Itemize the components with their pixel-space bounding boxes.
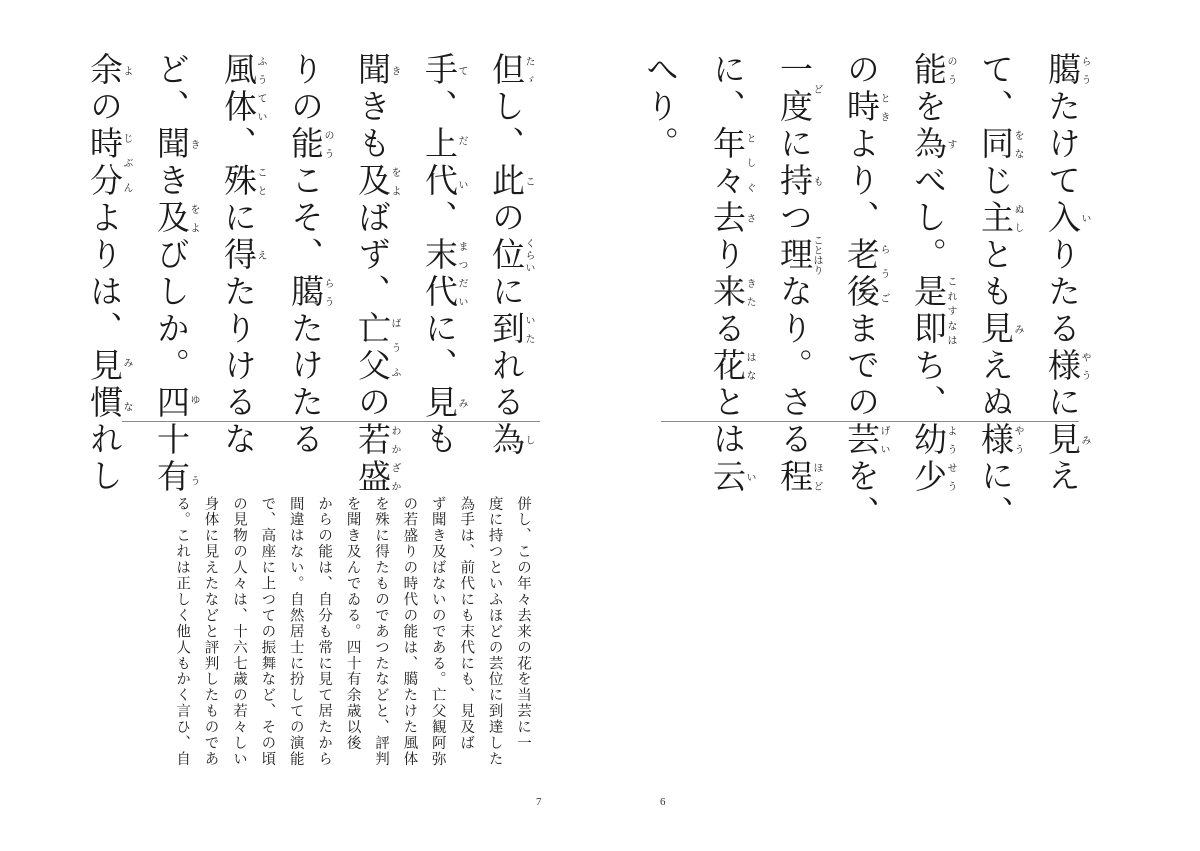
commentary-line: る。これは正しく他人もかく言ひ、自 <box>174 496 191 768</box>
right-main-text <box>627 52 1096 533</box>
left-main-text-line: りの能のうこそ、臈らうたけたる <box>286 52 333 459</box>
commentary-line: 度に持つといふほどの芸位に到達した <box>486 496 503 768</box>
right-main-text-line: へり。 <box>641 52 680 163</box>
right-page-number: 6 <box>660 796 666 808</box>
left-divider-rule <box>122 421 540 422</box>
left-page-number: 7 <box>536 796 542 808</box>
left-main-text-line: ど、聞きき及をよびしか。四十有ゆう <box>152 52 199 496</box>
right-page <box>600 0 1200 851</box>
right-main-text-line: 臈らうたけて入いりたる様やうに見みえ <box>1043 52 1090 496</box>
commentary-line: からの能は、自分も常に見て居たから <box>316 496 333 768</box>
right-main-text-line: 能のうを為すべし。是即これすなはち、幼少ようせう <box>909 52 956 496</box>
right-main-text-line: の時ときより、老後らうごまでの芸げいを、 <box>842 52 889 533</box>
right-main-text-line: に、年々としぐ去さり来きたる花はなとは云い <box>708 52 755 496</box>
right-divider-rule <box>661 421 1079 422</box>
left-main-text-line: 余よの時分じぶんよりは、見慣みなれし <box>85 52 132 496</box>
right-main-text-line: て、同をなじ主ぬしとも見みえぬ様やうに、 <box>976 52 1023 533</box>
commentary-line: で、高座に上つての振舞など、その頃 <box>259 496 276 768</box>
left-main-text-line: 風体ふうてい、殊ことに得えたりけるな <box>219 52 266 459</box>
commentary-line: の見物の人々は、十六七歳の若々しい <box>230 496 247 768</box>
commentary-line: の若盛りの時代の能は、臈たけた風体 <box>401 496 418 768</box>
commentary-line: 為手は、前代にも末代にも、見及ば <box>458 496 475 752</box>
left-main-text-line: 但たゞし、此この位くらいに到いたれる為し <box>487 52 534 459</box>
commentary-line: 間違はない。自然居士に扮しての演能 <box>287 496 304 768</box>
left-main-text-line: 手て、上代だい、末代まつだいに、見みも <box>420 52 467 459</box>
left-commentary-text <box>168 496 537 796</box>
commentary-line: ず聞き及ばないのである。亡父観阿弥 <box>429 496 446 768</box>
right-main-text-line: 一度どに持もつ理ことはりなり。さる程ほど <box>775 52 822 496</box>
left-main-text <box>71 52 540 496</box>
commentary-line: 併し、この年々去来の花を当芸に一 <box>515 496 531 752</box>
left-main-text-line: 聞ききも及をよばず、亡父ばうふの若盛わかざか <box>353 52 400 496</box>
commentary-line: を聞き及んでゐる。四十有余歳以後 <box>344 496 361 752</box>
commentary-line: を殊に得たものであつたなどと、評判 <box>372 496 389 768</box>
commentary-line: 身体に見えたなどと評判したものであ <box>202 496 219 768</box>
